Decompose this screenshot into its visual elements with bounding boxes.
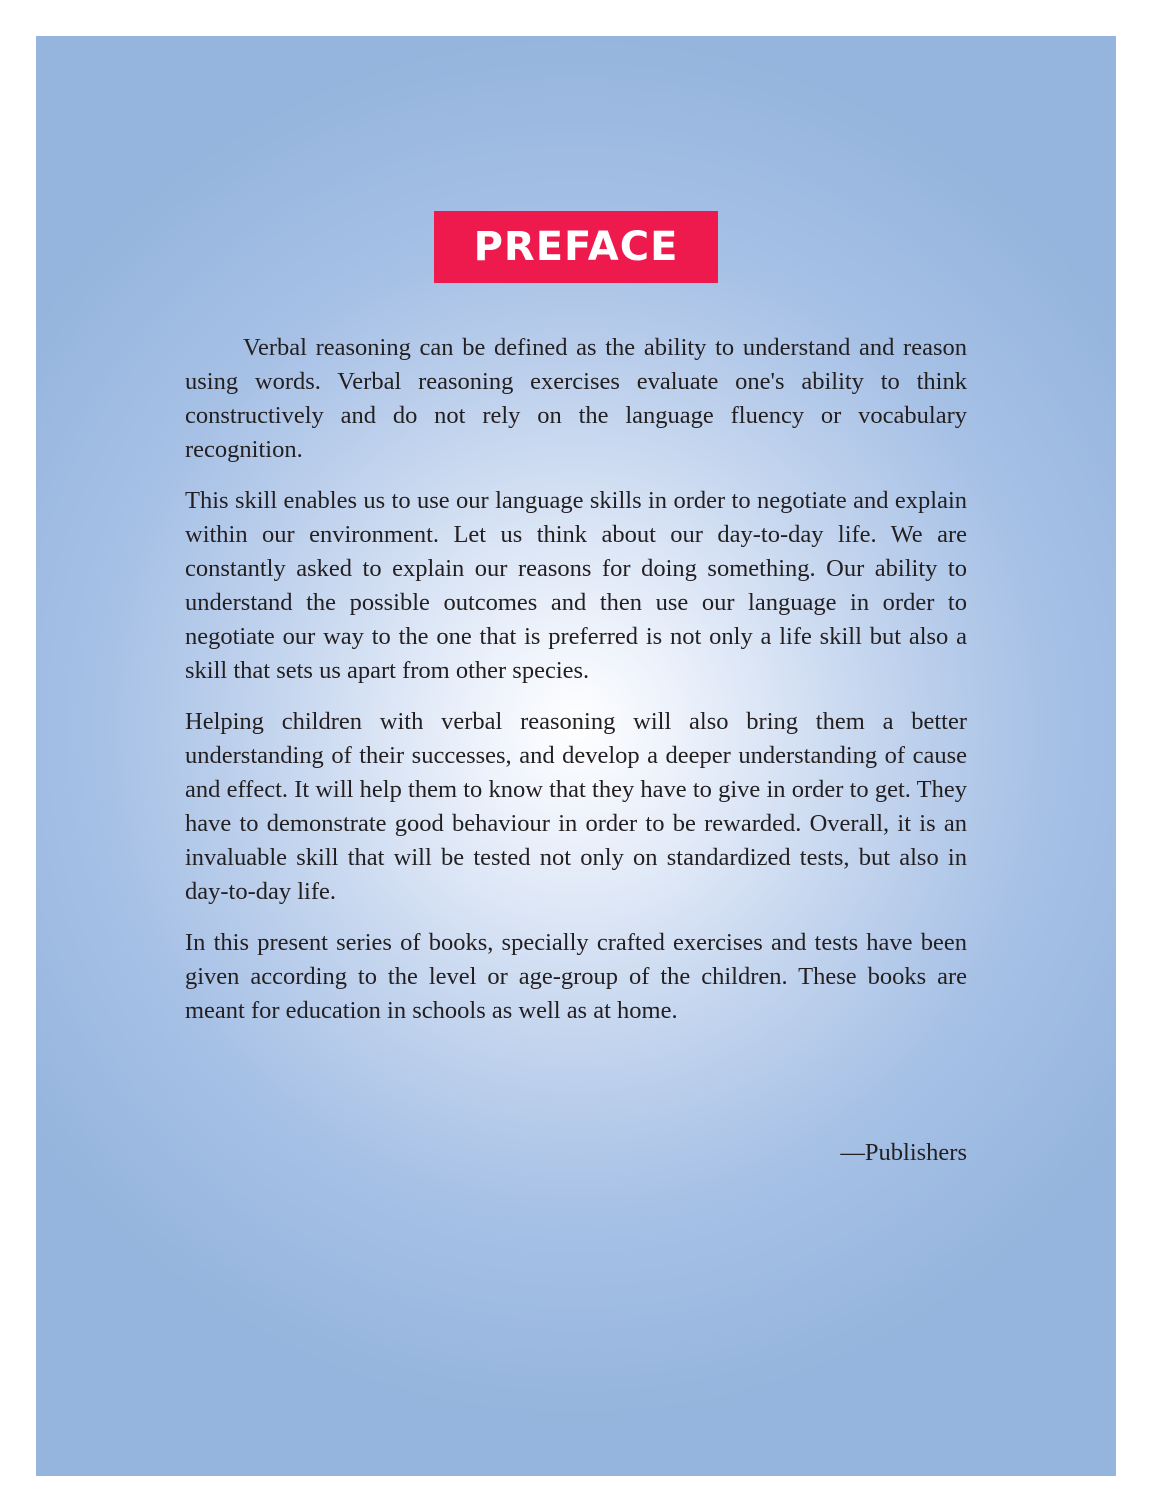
signature: —Publishers (840, 1139, 967, 1166)
page-title: PREFACE (473, 224, 679, 270)
paragraph-1: Verbal reasoning can be defined as the ability to understand and reason using words. Verbal reasoning exercises evaluate one's ability to think constructively and do not rely on the language fluency or vocabulary recognition. (185, 334, 967, 463)
preface-body (185, 331, 967, 1045)
paragraph-3: Helping children with verbal reasoning will also bring them a better understanding of their successes, and develop a deeper understanding of cause and effect. It will help them to know that they have to give in order to get. They have to demonstrate good behaviour in order to be rewarded. Overall, it is an invaluable skill that will be tested not only on standardized tests, but also in day-to-day life. (185, 708, 967, 905)
title-badge (434, 211, 718, 283)
paragraph-2: This skill enables us to use our language skills in order to negotiate and explain within our environment. Let us think about our day-to-day life. We are constantly asked to explain our reasons for doing something. Our ability to understand the possible outcomes and then use our language in order to negotiate our way to the one that is preferred is not only a life skill but also a skill that sets us apart from other species. (185, 487, 967, 684)
preface-page (36, 36, 1116, 1476)
paragraph-4: In this present series of books, specially crafted exercises and tests have been given according to the level or age-group of the children. These books are meant for education in schools as well as at home. (185, 929, 967, 1024)
